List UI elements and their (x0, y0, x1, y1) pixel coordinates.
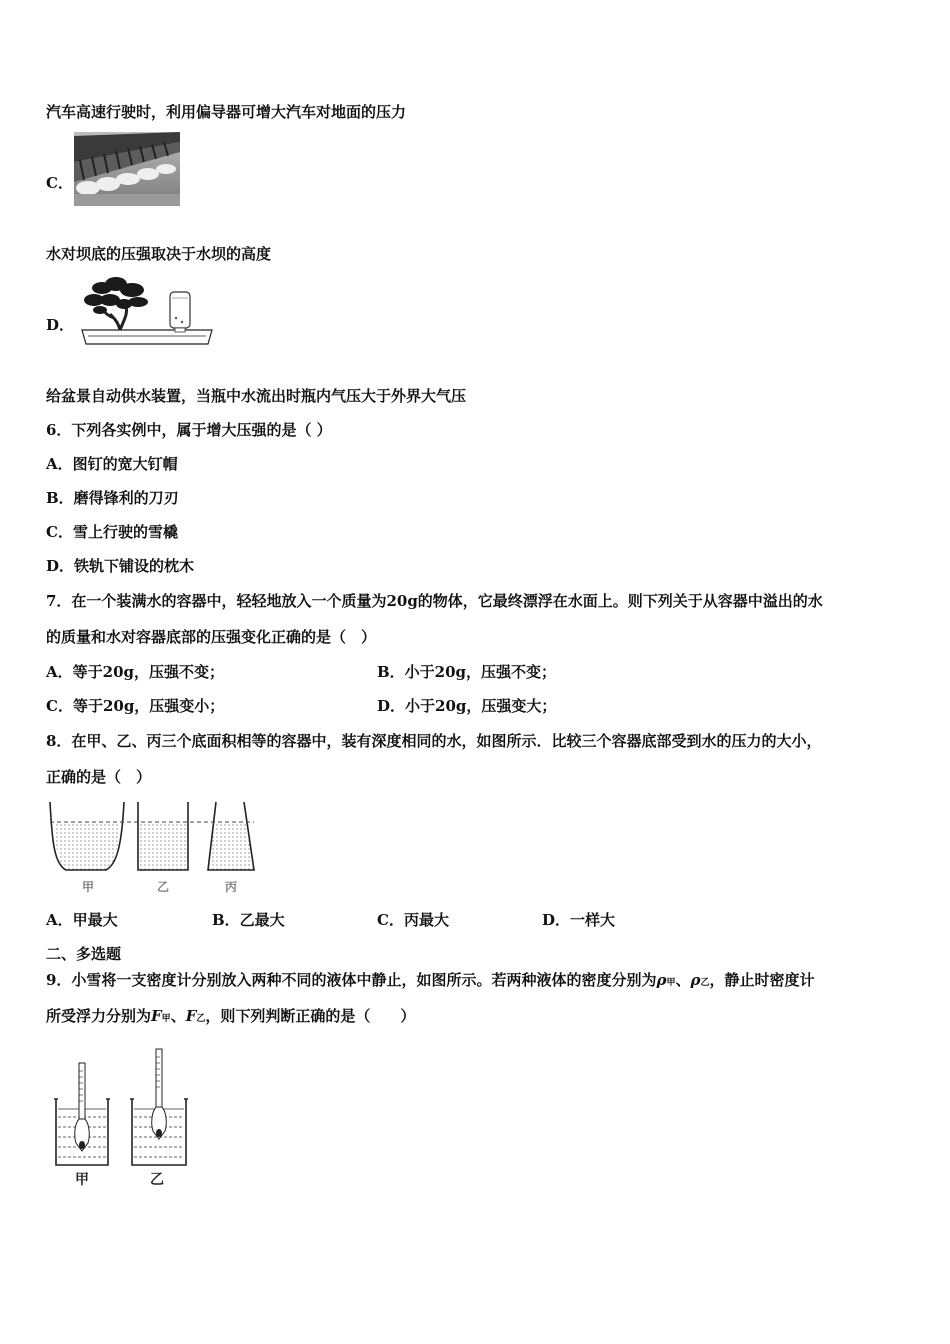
q7-option-d: D．小于20g，压强变大； (377, 697, 557, 715)
q6-option-d: D．铁轨下铺设的枕木 (46, 557, 195, 575)
q6-option-a: A．图钉的宽大钉帽 (46, 455, 178, 473)
option-c-label: C． (46, 174, 73, 192)
q8-option-a: A．甲最大 (46, 911, 118, 929)
option-d-caption: 给盆景自动供水装置，当瓶中水流出时瓶内气压大于外界大气压 (46, 387, 467, 405)
q8-option-d: D．一样大 (542, 911, 616, 929)
q8-stem-line2: 正确的是（ ） (46, 768, 152, 786)
figure-label-bing: 丙 (225, 880, 238, 894)
q7-option-b: B．小于20g，压强不变； (377, 663, 557, 681)
q7-option-c: C．等于20g，压强变小； (46, 697, 225, 715)
figure-label-yi: 乙 (157, 880, 170, 894)
beaker-label-jia: 甲 (75, 1172, 89, 1188)
option-d-label: D． (46, 316, 75, 334)
q7-option-a: A．等于20g，压强不变； (46, 663, 225, 681)
q7-stem-line1: 7．在一个装满水的容器中，轻轻地放入一个质量为20g的物体，它最终漂浮在水面上。则下列关于从容器中溢出的水 (46, 592, 823, 610)
figure-label-jia: 甲 (82, 880, 95, 894)
bonsai-water-supply-figure (80, 274, 216, 348)
three-containers-figure (44, 800, 264, 900)
q8-stem-line1: 8．在甲、乙、丙三个底面积相等的容器中，装有深度相同的水，如图所示．比较三个容器底部受到水的压力的大小， (46, 732, 822, 750)
hydrometer-beakers-figure (50, 1045, 200, 1190)
dam-photo (74, 132, 180, 206)
option-b-caption: 汽车高速行驶时，利用偏导器可增大汽车对地面的压力 (46, 103, 407, 121)
beaker-label-yi: 乙 (150, 1172, 164, 1188)
option-c-caption: 水对坝底的压强取决于水坝的高度 (46, 245, 272, 263)
q6-option-b: B．磨得锋利的刀刃 (46, 489, 179, 507)
q7-stem-line2: 的质量和水对容器底部的压强变化正确的是（ ） (46, 628, 377, 646)
q8-option-c: C．丙最大 (377, 911, 449, 929)
section-title-multiple-choice: 二、多选题 (46, 945, 122, 963)
q8-option-b: B．乙最大 (212, 911, 285, 929)
q9-stem-line1: 9．小雪将一支密度计分别放入两种不同的液体中静止，如图所示。若两种液体的密度分别为ρ甲、ρ乙，静止时密度计 (46, 971, 815, 989)
q9-stem-line2: 所受浮力分别为F甲、F乙，则下列判断正确的是（ ） (46, 1007, 416, 1025)
q6-stem: 6．下列各实例中，属于增大压强的是（ ） (46, 421, 332, 439)
q6-option-c: C．雪上行驶的雪橇 (46, 523, 178, 541)
